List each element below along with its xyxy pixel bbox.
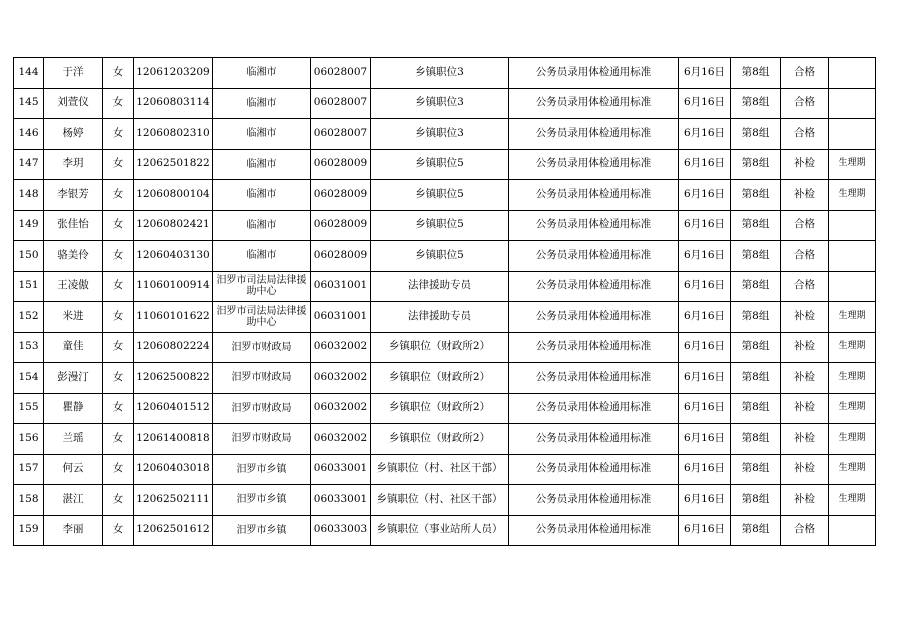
- candidate-name-cell: 李玥: [44, 149, 103, 180]
- gender-cell: 女: [103, 88, 134, 119]
- row-number-cell: 150: [14, 241, 44, 272]
- exam-result-cell: 补检: [781, 424, 829, 455]
- employer-unit-cell: 汨罗市财政局: [213, 363, 311, 394]
- ticket-number-cell: 12060802310: [134, 119, 213, 150]
- exam-date-cell: 6月16日: [679, 210, 731, 241]
- remark-cell: 生理期: [829, 332, 876, 363]
- exam-group-cell: 第8组: [731, 454, 781, 485]
- row-number-cell: 152: [14, 302, 44, 333]
- candidate-name-cell: 童佳: [44, 332, 103, 363]
- row-number-cell: 156: [14, 424, 44, 455]
- employer-unit-cell: 汨罗市财政局: [213, 424, 311, 455]
- exam-result-cell: 合格: [781, 88, 829, 119]
- candidate-name-cell: 湛江: [44, 485, 103, 516]
- row-number-cell: 154: [14, 363, 44, 394]
- position-name-cell: 法律援助专员: [371, 271, 509, 302]
- table-row: [14, 393, 876, 424]
- exam-group-cell: 第8组: [731, 515, 781, 546]
- position-name-cell: 乡镇职位5: [371, 210, 509, 241]
- remark-cell: 生理期: [829, 149, 876, 180]
- exam-standard-cell: 公务员录用体检通用标准: [509, 210, 679, 241]
- candidate-name-cell: 兰瑶: [44, 424, 103, 455]
- remark-cell: 生理期: [829, 454, 876, 485]
- ticket-number-cell: 12062501822: [134, 149, 213, 180]
- exam-result-cell: 补检: [781, 393, 829, 424]
- candidate-name-cell: 杨婷: [44, 119, 103, 150]
- exam-date-cell: 6月16日: [679, 302, 731, 333]
- gender-cell: 女: [103, 271, 134, 302]
- table-row: [14, 485, 876, 516]
- exam-result-cell: 补检: [781, 149, 829, 180]
- candidate-name-cell: 王凌傲: [44, 271, 103, 302]
- remark-cell: [829, 58, 876, 89]
- remark-cell: [829, 119, 876, 150]
- position-code-cell: 06032002: [311, 393, 371, 424]
- ticket-number-cell: 12060403130: [134, 241, 213, 272]
- ticket-number-cell: 11060101622: [134, 302, 213, 333]
- exam-date-cell: 6月16日: [679, 454, 731, 485]
- gender-cell: 女: [103, 454, 134, 485]
- employer-unit-cell: 汨罗市乡镇: [213, 515, 311, 546]
- position-code-cell: 06033003: [311, 515, 371, 546]
- candidate-name-cell: 李银芳: [44, 180, 103, 211]
- ticket-number-cell: 12061203209: [134, 58, 213, 89]
- employer-unit-cell: 汨罗市司法局法律援助中心: [213, 302, 311, 333]
- exam-result-cell: 补检: [781, 454, 829, 485]
- row-number-cell: 159: [14, 515, 44, 546]
- exam-standard-cell: 公务员录用体检通用标准: [509, 393, 679, 424]
- row-number-cell: 144: [14, 58, 44, 89]
- row-number-cell: 153: [14, 332, 44, 363]
- exam-standard-cell: 公务员录用体检通用标准: [509, 485, 679, 516]
- position-name-cell: 乡镇职位（财政所2）: [371, 393, 509, 424]
- employer-unit-cell: 汨罗市乡镇: [213, 485, 311, 516]
- position-code-cell: 06028007: [311, 58, 371, 89]
- table-row: [14, 271, 876, 302]
- exam-date-cell: 6月16日: [679, 180, 731, 211]
- exam-group-cell: 第8组: [731, 180, 781, 211]
- position-name-cell: 乡镇职位5: [371, 241, 509, 272]
- exam-group-cell: 第8组: [731, 485, 781, 516]
- table-row: [14, 180, 876, 211]
- gender-cell: 女: [103, 180, 134, 211]
- exam-result-cell: 补检: [781, 302, 829, 333]
- exam-result-cell: 合格: [781, 241, 829, 272]
- position-code-cell: 06033001: [311, 485, 371, 516]
- exam-date-cell: 6月16日: [679, 119, 731, 150]
- position-name-cell: 乡镇职位5: [371, 149, 509, 180]
- gender-cell: 女: [103, 363, 134, 394]
- employer-unit-cell: 临湘市: [213, 241, 311, 272]
- gender-cell: 女: [103, 210, 134, 241]
- exam-group-cell: 第8组: [731, 88, 781, 119]
- candidate-name-cell: 于洋: [44, 58, 103, 89]
- employer-unit-cell: 汨罗市乡镇: [213, 454, 311, 485]
- employer-unit-cell: 汨罗市财政局: [213, 393, 311, 424]
- exam-group-cell: 第8组: [731, 424, 781, 455]
- exam-date-cell: 6月16日: [679, 363, 731, 394]
- position-code-cell: 06032002: [311, 424, 371, 455]
- position-name-cell: 法律援助专员: [371, 302, 509, 333]
- position-code-cell: 06031001: [311, 271, 371, 302]
- remark-cell: [829, 88, 876, 119]
- exam-standard-cell: 公务员录用体检通用标准: [509, 302, 679, 333]
- position-name-cell: 乡镇职位3: [371, 58, 509, 89]
- exam-date-cell: 6月16日: [679, 271, 731, 302]
- employer-unit-cell: 汨罗市司法局法律援助中心: [213, 271, 311, 302]
- position-name-cell: 乡镇职位3: [371, 119, 509, 150]
- ticket-number-cell: 12060803114: [134, 88, 213, 119]
- exam-standard-cell: 公务员录用体检通用标准: [509, 149, 679, 180]
- employer-unit-cell: 临湘市: [213, 149, 311, 180]
- position-code-cell: 06028009: [311, 210, 371, 241]
- table-row: [14, 119, 876, 150]
- row-number-cell: 151: [14, 271, 44, 302]
- ticket-number-cell: 12061400818: [134, 424, 213, 455]
- exam-group-cell: 第8组: [731, 241, 781, 272]
- gender-cell: 女: [103, 393, 134, 424]
- table-body: [14, 58, 876, 546]
- position-code-cell: 06028009: [311, 241, 371, 272]
- exam-result-cell: 合格: [781, 515, 829, 546]
- exam-group-cell: 第8组: [731, 58, 781, 89]
- ticket-number-cell: 12060403018: [134, 454, 213, 485]
- employer-unit-cell: 汨罗市财政局: [213, 332, 311, 363]
- table-row: [14, 241, 876, 272]
- remark-cell: [829, 271, 876, 302]
- position-code-cell: 06033001: [311, 454, 371, 485]
- exam-date-cell: 6月16日: [679, 149, 731, 180]
- candidate-name-cell: 米进: [44, 302, 103, 333]
- position-name-cell: 乡镇职位3: [371, 88, 509, 119]
- exam-group-cell: 第8组: [731, 363, 781, 394]
- remark-cell: [829, 210, 876, 241]
- position-code-cell: 06032002: [311, 363, 371, 394]
- table-row: [14, 210, 876, 241]
- position-code-cell: 06028009: [311, 180, 371, 211]
- row-number-cell: 147: [14, 149, 44, 180]
- table-row: [14, 302, 876, 333]
- exam-group-cell: 第8组: [731, 271, 781, 302]
- table-row: [14, 454, 876, 485]
- remark-cell: 生理期: [829, 485, 876, 516]
- remark-cell: 生理期: [829, 363, 876, 394]
- candidate-name-cell: 瞿静: [44, 393, 103, 424]
- exam-date-cell: 6月16日: [679, 332, 731, 363]
- exam-group-cell: 第8组: [731, 149, 781, 180]
- exam-standard-cell: 公务员录用体检通用标准: [509, 88, 679, 119]
- exam-result-cell: 合格: [781, 271, 829, 302]
- exam-result-cell: 补检: [781, 485, 829, 516]
- exam-standard-cell: 公务员录用体检通用标准: [509, 241, 679, 272]
- candidate-name-cell: 彭漫汀: [44, 363, 103, 394]
- exam-date-cell: 6月16日: [679, 58, 731, 89]
- exam-standard-cell: 公务员录用体检通用标准: [509, 363, 679, 394]
- position-name-cell: 乡镇职位（财政所2）: [371, 424, 509, 455]
- exam-standard-cell: 公务员录用体检通用标准: [509, 424, 679, 455]
- position-code-cell: 06032002: [311, 332, 371, 363]
- exam-date-cell: 6月16日: [679, 393, 731, 424]
- exam-date-cell: 6月16日: [679, 485, 731, 516]
- position-name-cell: 乡镇职位（村、社区干部）: [371, 485, 509, 516]
- exam-result-cell: 合格: [781, 210, 829, 241]
- ticket-number-cell: 12062500822: [134, 363, 213, 394]
- gender-cell: 女: [103, 241, 134, 272]
- remark-cell: 生理期: [829, 393, 876, 424]
- exam-date-cell: 6月16日: [679, 515, 731, 546]
- exam-group-cell: 第8组: [731, 332, 781, 363]
- ticket-number-cell: 11060100914: [134, 271, 213, 302]
- remark-cell: [829, 241, 876, 272]
- exam-standard-cell: 公务员录用体检通用标准: [509, 515, 679, 546]
- ticket-number-cell: 12062502111: [134, 485, 213, 516]
- candidate-name-cell: 李丽: [44, 515, 103, 546]
- remark-cell: 生理期: [829, 424, 876, 455]
- gender-cell: 女: [103, 332, 134, 363]
- exam-result-cell: 合格: [781, 58, 829, 89]
- exam-group-cell: 第8组: [731, 210, 781, 241]
- table-row: [14, 332, 876, 363]
- position-code-cell: 06028007: [311, 119, 371, 150]
- employer-unit-cell: 临湘市: [213, 88, 311, 119]
- remark-cell: 生理期: [829, 302, 876, 333]
- row-number-cell: 158: [14, 485, 44, 516]
- exam-result-cell: 补检: [781, 363, 829, 394]
- gender-cell: 女: [103, 515, 134, 546]
- ticket-number-cell: 12062501612: [134, 515, 213, 546]
- row-number-cell: 157: [14, 454, 44, 485]
- position-code-cell: 06028009: [311, 149, 371, 180]
- row-number-cell: 146: [14, 119, 44, 150]
- position-name-cell: 乡镇职位（财政所2）: [371, 363, 509, 394]
- ticket-number-cell: 12060401512: [134, 393, 213, 424]
- exam-result-cell: 补检: [781, 180, 829, 211]
- table-row: [14, 88, 876, 119]
- candidate-name-cell: 何云: [44, 454, 103, 485]
- exam-standard-cell: 公务员录用体检通用标准: [509, 180, 679, 211]
- exam-group-cell: 第8组: [731, 302, 781, 333]
- candidate-table: [13, 57, 876, 546]
- employer-unit-cell: 临湘市: [213, 58, 311, 89]
- exam-standard-cell: 公务员录用体检通用标准: [509, 454, 679, 485]
- gender-cell: 女: [103, 485, 134, 516]
- exam-date-cell: 6月16日: [679, 424, 731, 455]
- employer-unit-cell: 临湘市: [213, 180, 311, 211]
- remark-cell: 生理期: [829, 180, 876, 211]
- candidate-name-cell: 骆美伶: [44, 241, 103, 272]
- exam-group-cell: 第8组: [731, 393, 781, 424]
- row-number-cell: 155: [14, 393, 44, 424]
- remark-cell: [829, 515, 876, 546]
- exam-result-cell: 补检: [781, 332, 829, 363]
- gender-cell: 女: [103, 119, 134, 150]
- candidate-name-cell: 刘萱仪: [44, 88, 103, 119]
- exam-standard-cell: 公务员录用体检通用标准: [509, 271, 679, 302]
- position-code-cell: 06031001: [311, 302, 371, 333]
- ticket-number-cell: 12060800104: [134, 180, 213, 211]
- row-number-cell: 145: [14, 88, 44, 119]
- position-code-cell: 06028007: [311, 88, 371, 119]
- gender-cell: 女: [103, 424, 134, 455]
- row-number-cell: 149: [14, 210, 44, 241]
- exam-standard-cell: 公务员录用体检通用标准: [509, 58, 679, 89]
- ticket-number-cell: 12060802224: [134, 332, 213, 363]
- position-name-cell: 乡镇职位5: [371, 180, 509, 211]
- candidate-name-cell: 张佳怡: [44, 210, 103, 241]
- gender-cell: 女: [103, 302, 134, 333]
- table-row: [14, 58, 876, 89]
- exam-date-cell: 6月16日: [679, 241, 731, 272]
- employer-unit-cell: 临湘市: [213, 210, 311, 241]
- table-row: [14, 424, 876, 455]
- table-row: [14, 149, 876, 180]
- table-row: [14, 515, 876, 546]
- gender-cell: 女: [103, 58, 134, 89]
- exam-standard-cell: 公务员录用体检通用标准: [509, 332, 679, 363]
- position-name-cell: 乡镇职位（事业站所人员）: [371, 515, 509, 546]
- exam-group-cell: 第8组: [731, 119, 781, 150]
- position-name-cell: 乡镇职位（财政所2）: [371, 332, 509, 363]
- employer-unit-cell: 临湘市: [213, 119, 311, 150]
- exam-standard-cell: 公务员录用体检通用标准: [509, 119, 679, 150]
- row-number-cell: 148: [14, 180, 44, 211]
- exam-date-cell: 6月16日: [679, 88, 731, 119]
- position-name-cell: 乡镇职位（村、社区干部）: [371, 454, 509, 485]
- gender-cell: 女: [103, 149, 134, 180]
- exam-result-cell: 合格: [781, 119, 829, 150]
- table-row: [14, 363, 876, 394]
- ticket-number-cell: 12060802421: [134, 210, 213, 241]
